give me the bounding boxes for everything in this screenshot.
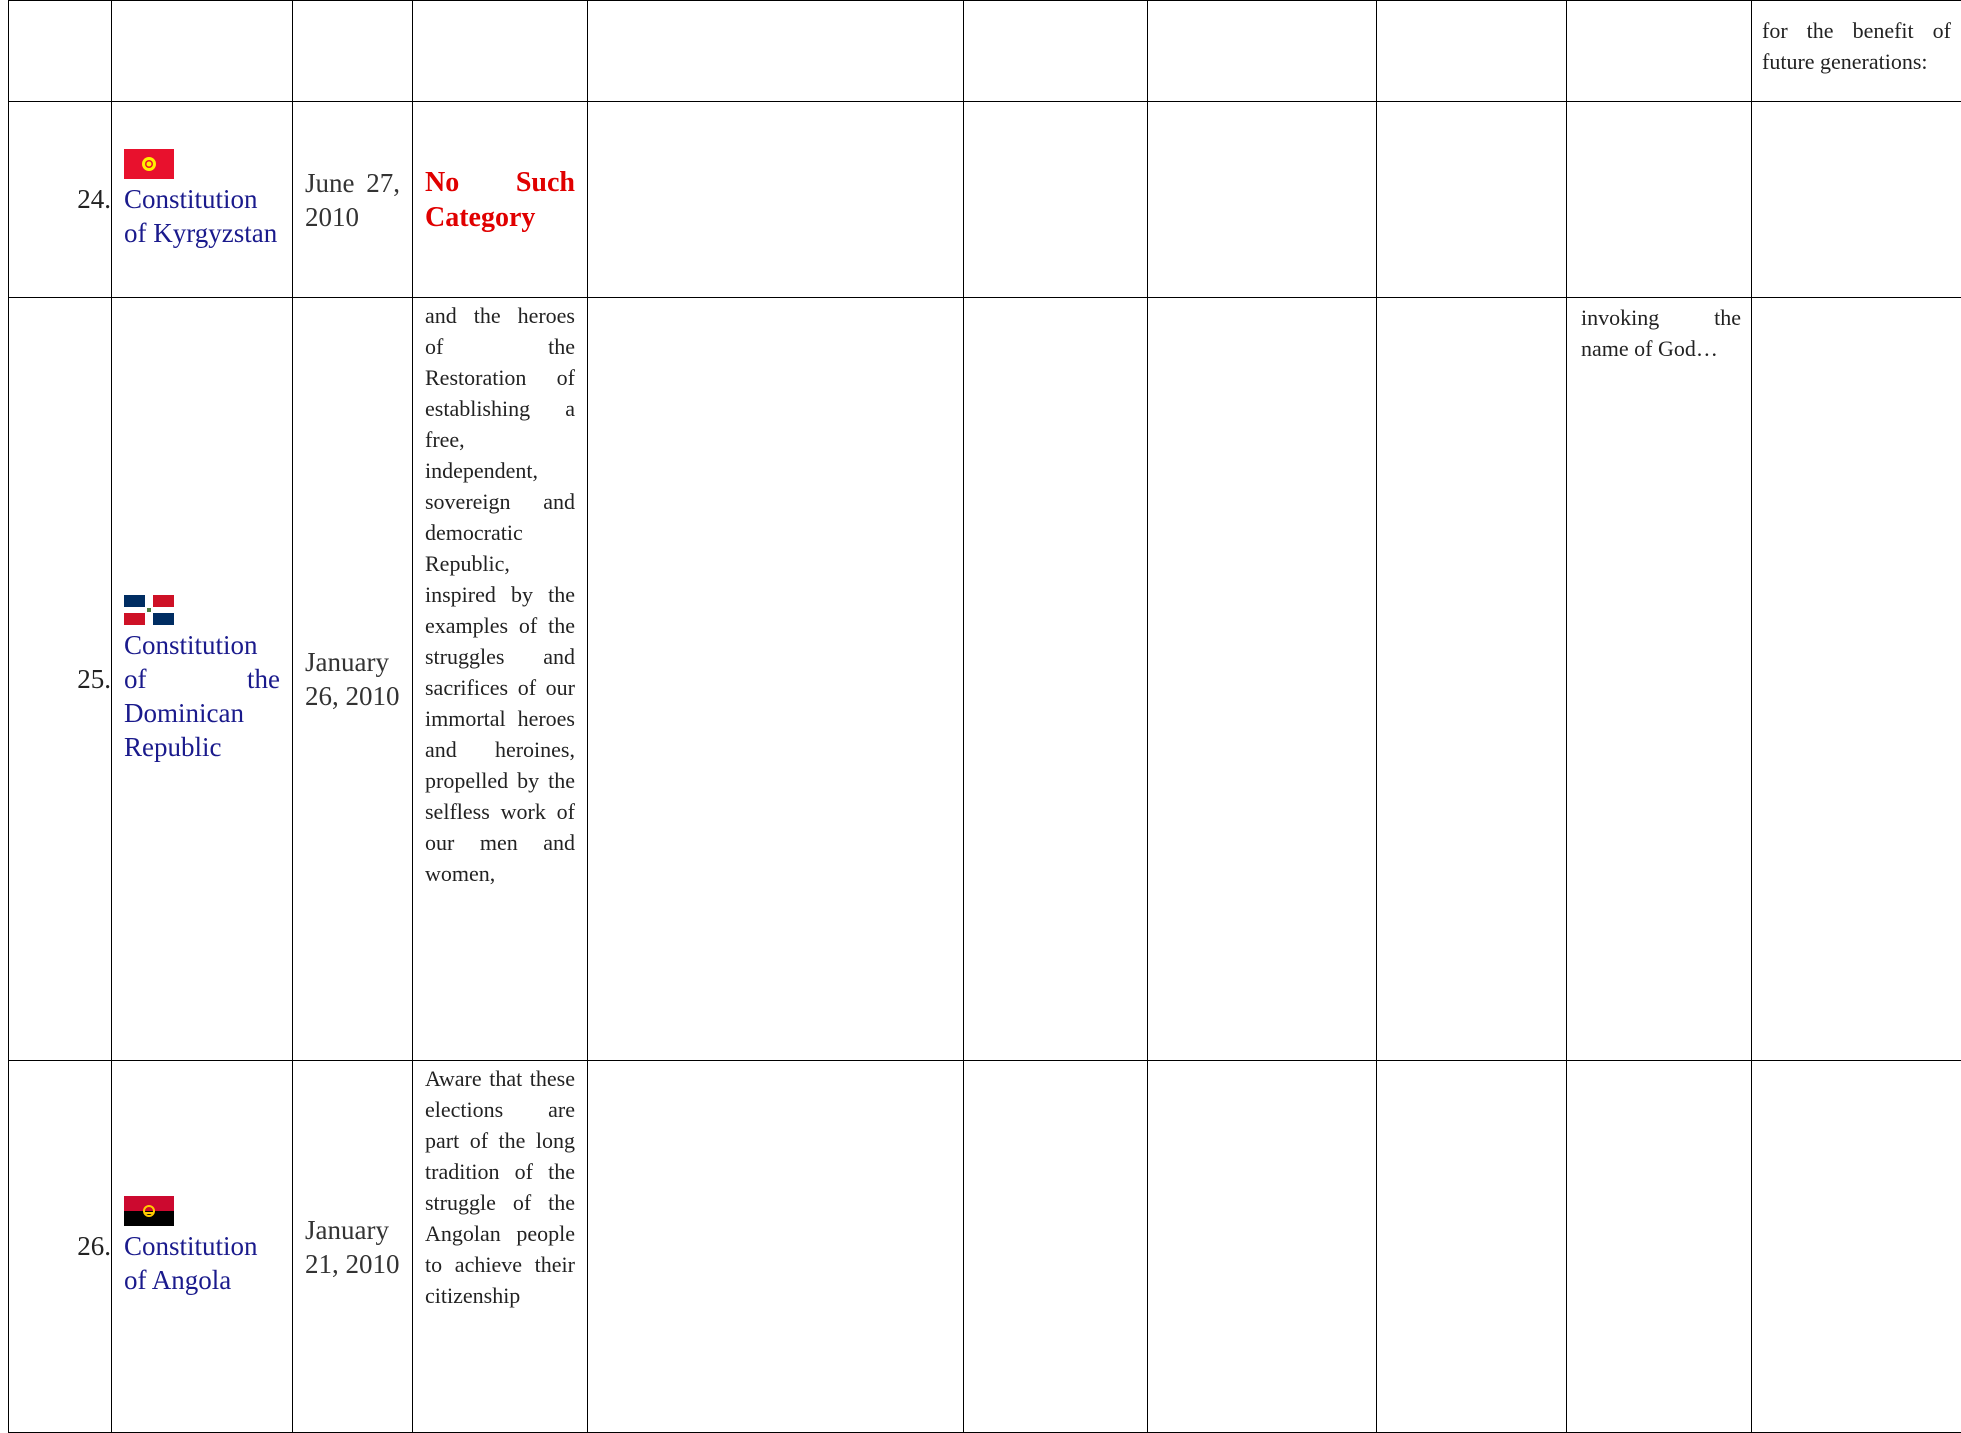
date-cell: January 21, 2010 [293,1061,413,1433]
country-cell [112,1,293,102]
text-cell [413,1061,588,1433]
empty-cell [1377,102,1567,298]
empty-cell [1377,1,1567,102]
text-cell [1752,1,1961,102]
empty-cell [1567,1,1752,102]
text-cell [413,1,588,102]
date-cell: January 26, 2010 [293,298,413,1061]
table-row [9,1061,1961,1433]
row-number: 24. [9,102,112,298]
constitutions-table [8,0,1961,1433]
country-cell [112,1061,293,1433]
country-cell [112,102,293,298]
empty-cell [964,1061,1148,1433]
empty-cell [1377,1061,1567,1433]
constitution-link[interactable]: Constitution of the Dominican Republic [124,628,280,764]
empty-cell [1148,1061,1377,1433]
empty-cell [1377,298,1567,1061]
row-number: 25. [9,298,112,1061]
empty-cell [588,1,964,102]
text-cell [413,298,588,1061]
cell-text: and the heroes of the Restoration of establishing a free, independent, sovereign and democratic Republic, inspired by the examples of the struggles and sacrifices of our immortal heroes and heroines, propelled by the selfless work of our men and women, [425,300,575,889]
no-such-category-label: No Such Category [413,102,588,298]
row-number: 26. [9,1061,112,1433]
empty-cell [1752,102,1961,298]
table-row [9,102,1961,298]
empty-cell [1567,1061,1752,1433]
constitution-link[interactable]: Constitution of Kyrgyzstan [124,182,280,250]
cell-text: invoking the name of God… [1581,302,1741,364]
constitution-link[interactable]: Constitution of Angola [124,1229,280,1297]
row-number-cell [9,1,112,102]
empty-cell [1148,1,1377,102]
table-row [9,1,1961,102]
table-row [9,298,1961,1061]
empty-cell [964,298,1148,1061]
empty-cell [1752,298,1961,1061]
kyrgyzstan-flag-icon [124,149,174,179]
empty-cell [588,298,964,1061]
empty-cell [1567,102,1752,298]
empty-cell [588,1061,964,1433]
date-cell [293,1,413,102]
date-cell: June 27, 2010 [293,102,413,298]
empty-cell [1148,102,1377,298]
empty-cell [964,102,1148,298]
angola-flag-icon [124,1196,174,1226]
dominican-republic-flag-icon [124,595,174,625]
empty-cell [588,102,964,298]
empty-cell [964,1,1148,102]
country-cell [112,298,293,1061]
empty-cell [1752,1061,1961,1433]
text-cell [1567,298,1752,1061]
empty-cell [1148,298,1377,1061]
cell-text: Aware that these elections are part of the long tradition of the struggle of the Angolan people to achieve their citizenship [425,1063,575,1311]
cell-text: for the benefit of future generations: [1762,15,1951,77]
